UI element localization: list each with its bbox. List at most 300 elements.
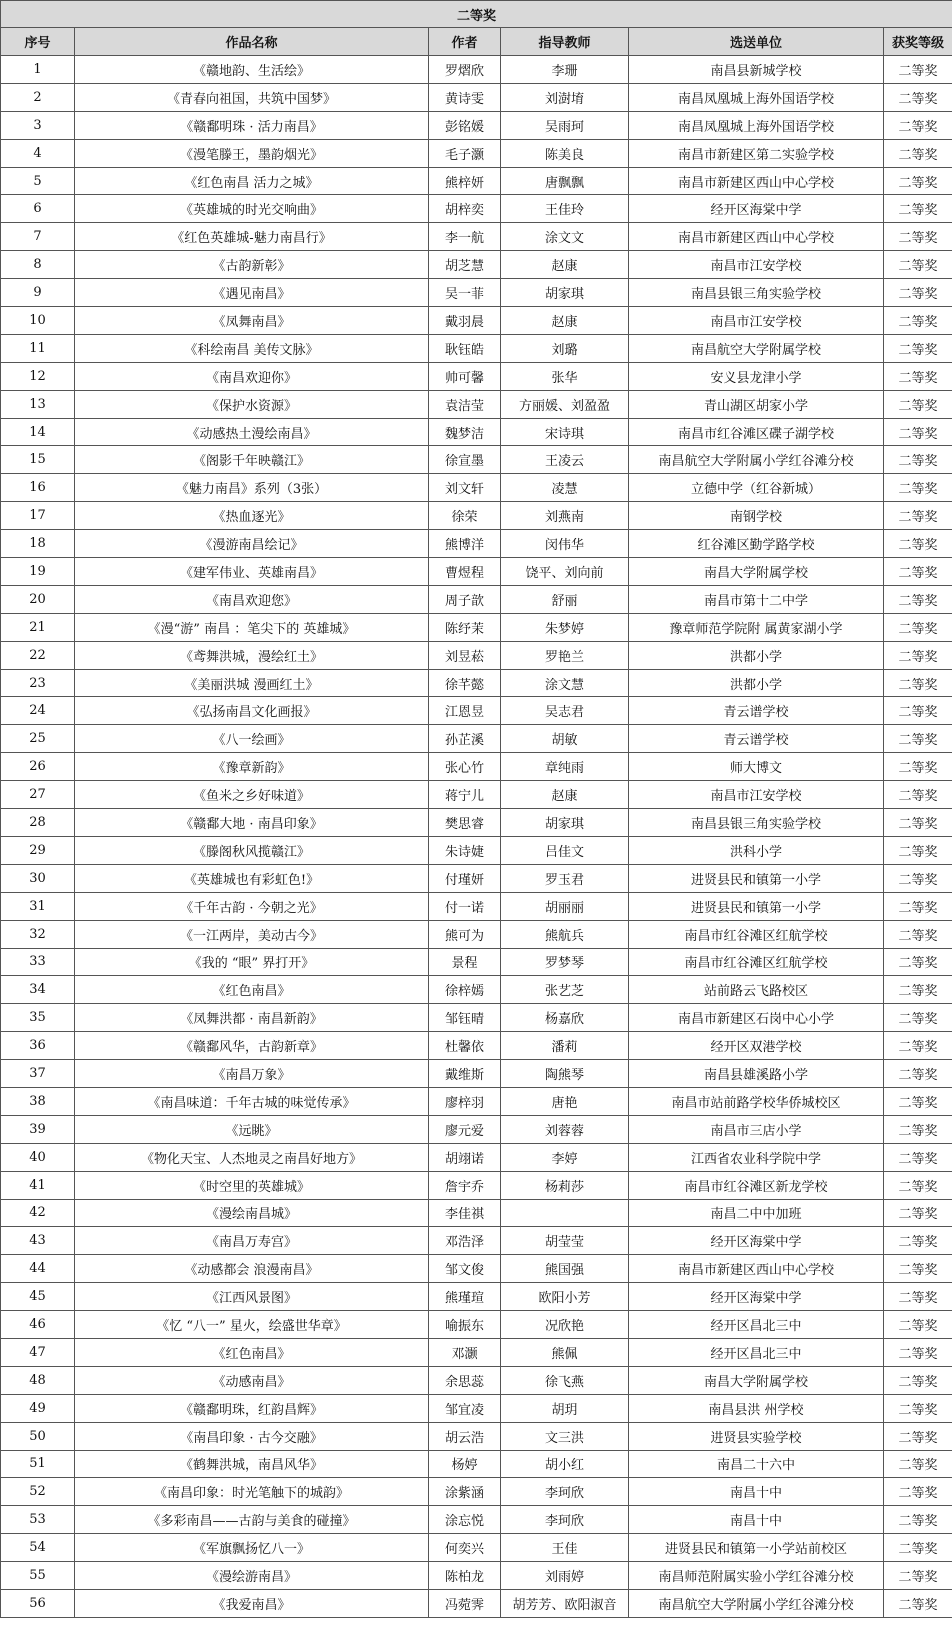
cell-author: 邹钰晴: [429, 1004, 501, 1032]
cell-work: 《漫笔滕王，墨韵烟光》: [75, 139, 429, 167]
cell-no: 44: [1, 1255, 75, 1283]
cell-author: 詹宇乔: [429, 1171, 501, 1199]
cell-teacher: 杨嘉欣: [501, 1004, 629, 1032]
cell-unit: 进贤县民和镇第一小学: [629, 864, 884, 892]
table-body: [1, 56, 952, 1618]
cell-author: 涂紫涵: [429, 1478, 501, 1506]
cell-unit: 南昌市站前路学校华侨城校区: [629, 1087, 884, 1115]
table-row: [1, 418, 952, 446]
cell-no: 24: [1, 697, 75, 725]
cell-unit: 洪科小学: [629, 836, 884, 864]
cell-unit: 经开区昌北三中: [629, 1311, 884, 1339]
cell-author: 刘昱菘: [429, 641, 501, 669]
cell-author: 付瑾妍: [429, 864, 501, 892]
cell-teacher: 陶熊琴: [501, 1060, 629, 1088]
cell-author: 帅可馨: [429, 362, 501, 390]
table-row: [1, 697, 952, 725]
cell-author: 罗熠欣: [429, 56, 501, 84]
cell-teacher: 赵康: [501, 781, 629, 809]
cell-teacher: 李婷: [501, 1143, 629, 1171]
cell-teacher: 涂文文: [501, 223, 629, 251]
cell-teacher: 欧阳小芳: [501, 1283, 629, 1311]
cell-teacher: 胡芳芳、欧阳淑音: [501, 1589, 629, 1617]
cell-teacher: 李珂欣: [501, 1506, 629, 1534]
cell-no: 32: [1, 920, 75, 948]
cell-work: 《漫游南昌绘记》: [75, 530, 429, 558]
cell-no: 18: [1, 530, 75, 558]
cell-level: 二等奖: [884, 446, 952, 474]
cell-level: 二等奖: [884, 1422, 952, 1450]
cell-unit: 南昌十中: [629, 1478, 884, 1506]
table-row: [1, 279, 952, 307]
cell-unit: 南昌市新建区西山中心学校: [629, 1255, 884, 1283]
cell-unit: 江西省农业科学院中学: [629, 1143, 884, 1171]
cell-unit: 青山湖区胡家小学: [629, 390, 884, 418]
cell-no: 19: [1, 558, 75, 586]
cell-no: 56: [1, 1589, 75, 1617]
cell-unit: 师大博文: [629, 753, 884, 781]
cell-level: 二等奖: [884, 1562, 952, 1590]
cell-unit: 经开区海棠中学: [629, 195, 884, 223]
cell-no: 16: [1, 474, 75, 502]
table-row: [1, 836, 952, 864]
cell-level: 二等奖: [884, 1255, 952, 1283]
header-level: 获奖等级: [884, 28, 952, 56]
cell-unit: 南昌十中: [629, 1506, 884, 1534]
cell-teacher: [501, 1199, 629, 1227]
cell-work: 《豫章新韵》: [75, 753, 429, 781]
cell-unit: 进贤县民和镇第一小学站前校区: [629, 1534, 884, 1562]
cell-level: 二等奖: [884, 1060, 952, 1088]
table-row: [1, 1478, 952, 1506]
table-row: [1, 1032, 952, 1060]
table-row: [1, 781, 952, 809]
cell-author: 黄诗雯: [429, 83, 501, 111]
cell-unit: 南昌市新建区石岗中心小学: [629, 1004, 884, 1032]
cell-no: 5: [1, 167, 75, 195]
cell-author: 邓浩泽: [429, 1227, 501, 1255]
table-row: [1, 725, 952, 753]
cell-level: 二等奖: [884, 474, 952, 502]
cell-author: 李一航: [429, 223, 501, 251]
cell-no: 35: [1, 1004, 75, 1032]
cell-author: 李佳祺: [429, 1199, 501, 1227]
cell-author: 胡芝慧: [429, 251, 501, 279]
cell-teacher: 凌慧: [501, 474, 629, 502]
cell-author: 徐芊懿: [429, 669, 501, 697]
cell-level: 二等奖: [884, 836, 952, 864]
cell-work: 《红色南昌》: [75, 976, 429, 1004]
cell-author: 余思蕊: [429, 1366, 501, 1394]
cell-teacher: 赵康: [501, 251, 629, 279]
cell-unit: 进贤县民和镇第一小学: [629, 892, 884, 920]
cell-teacher: 李珊: [501, 56, 629, 84]
cell-work: 《红色南昌》: [75, 1338, 429, 1366]
cell-no: 7: [1, 223, 75, 251]
cell-work: 《南昌味道：千年古城的味觉传承》: [75, 1087, 429, 1115]
table-row: [1, 195, 952, 223]
cell-work: 《远眺》: [75, 1115, 429, 1143]
table-row: [1, 1589, 952, 1617]
cell-author: 喻振东: [429, 1311, 501, 1339]
table-row: [1, 446, 952, 474]
table-row: [1, 976, 952, 1004]
cell-level: 二等奖: [884, 167, 952, 195]
cell-no: 40: [1, 1143, 75, 1171]
cell-no: 33: [1, 948, 75, 976]
cell-work: 《魅力南昌》系列（3张）: [75, 474, 429, 502]
cell-work: 《赣鄱风华，古韵新章》: [75, 1032, 429, 1060]
cell-unit: 南昌市红谷滩区碟子湖学校: [629, 418, 884, 446]
cell-work: 《遇见南昌》: [75, 279, 429, 307]
cell-level: 二等奖: [884, 697, 952, 725]
cell-no: 38: [1, 1087, 75, 1115]
cell-author: 蒋宁儿: [429, 781, 501, 809]
cell-teacher: 唐飘飘: [501, 167, 629, 195]
cell-teacher: 吴志君: [501, 697, 629, 725]
cell-work: 《凤舞洪都 · 南昌新韵》: [75, 1004, 429, 1032]
cell-work: 《物化天宝、人杰地灵之南昌好地方》: [75, 1143, 429, 1171]
table-row: [1, 753, 952, 781]
cell-author: 熊瑾瑄: [429, 1283, 501, 1311]
cell-unit: 青云谱学校: [629, 725, 884, 753]
cell-no: 20: [1, 585, 75, 613]
cell-author: 邹文俊: [429, 1255, 501, 1283]
cell-level: 二等奖: [884, 809, 952, 837]
cell-author: 袁洁莹: [429, 390, 501, 418]
cell-unit: 南昌师范附属实验小学红谷滩分校: [629, 1562, 884, 1590]
cell-level: 二等奖: [884, 585, 952, 613]
cell-no: 52: [1, 1478, 75, 1506]
cell-work: 《漫绘南昌城》: [75, 1199, 429, 1227]
cell-author: 吴一菲: [429, 279, 501, 307]
cell-level: 二等奖: [884, 279, 952, 307]
cell-work: 《漫“游” 南昌 ：笔尖下的 英雄城》: [75, 613, 429, 641]
cell-work: 《多彩南昌——古韵与美食的碰撞》: [75, 1506, 429, 1534]
cell-work: 《南昌欢迎你》: [75, 362, 429, 390]
cell-teacher: 吴雨珂: [501, 111, 629, 139]
cell-unit: 南昌凤凰城上海外国语学校: [629, 111, 884, 139]
header-author: 作者: [429, 28, 501, 56]
cell-author: 刘文轩: [429, 474, 501, 502]
cell-work: 《鸢舞洪城，漫绘红土》: [75, 641, 429, 669]
cell-work: 《保护水资源》: [75, 390, 429, 418]
cell-unit: 南昌二中中加班: [629, 1199, 884, 1227]
cell-no: 47: [1, 1338, 75, 1366]
cell-level: 二等奖: [884, 502, 952, 530]
cell-author: 胡翊诺: [429, 1143, 501, 1171]
cell-work: 《军旗飘扬忆八一》: [75, 1534, 429, 1562]
cell-work: 《赣鄱大地 · 南昌印象》: [75, 809, 429, 837]
cell-teacher: 王佳: [501, 1534, 629, 1562]
cell-author: 杨婷: [429, 1450, 501, 1478]
cell-level: 二等奖: [884, 530, 952, 558]
cell-work: 《红色南昌 活力之城》: [75, 167, 429, 195]
cell-teacher: 刘雨婷: [501, 1562, 629, 1590]
cell-teacher: 文三洪: [501, 1422, 629, 1450]
cell-teacher: 方丽媛、刘盈盈: [501, 390, 629, 418]
table-row: [1, 139, 952, 167]
cell-author: 廖元爱: [429, 1115, 501, 1143]
table-row: [1, 530, 952, 558]
cell-teacher: 刘澍堉: [501, 83, 629, 111]
cell-author: 周子歆: [429, 585, 501, 613]
cell-level: 二等奖: [884, 1032, 952, 1060]
cell-no: 14: [1, 418, 75, 446]
header-unit: 选送单位: [629, 28, 884, 56]
cell-work: 《弘扬南昌文化画报》: [75, 697, 429, 725]
cell-teacher: 吕佳文: [501, 836, 629, 864]
cell-level: 二等奖: [884, 307, 952, 335]
cell-no: 1: [1, 56, 75, 84]
cell-teacher: 刘璐: [501, 334, 629, 362]
cell-unit: 站前路云飞路校区: [629, 976, 884, 1004]
cell-teacher: 舒丽: [501, 585, 629, 613]
table-row: [1, 1534, 952, 1562]
cell-author: 戴维斯: [429, 1060, 501, 1088]
cell-work: 《阁影千年映赣江》: [75, 446, 429, 474]
cell-level: 二等奖: [884, 1283, 952, 1311]
cell-author: 陈纾茉: [429, 613, 501, 641]
table-row: [1, 1060, 952, 1088]
cell-level: 二等奖: [884, 753, 952, 781]
cell-level: 二等奖: [884, 1227, 952, 1255]
cell-teacher: 涂文慧: [501, 669, 629, 697]
cell-no: 34: [1, 976, 75, 1004]
table-row: [1, 1199, 952, 1227]
table-row: [1, 1422, 952, 1450]
cell-work: 《时空里的英雄城》: [75, 1171, 429, 1199]
cell-no: 29: [1, 836, 75, 864]
cell-work: 《科绘南昌 美传文脉》: [75, 334, 429, 362]
cell-teacher: 胡小红: [501, 1450, 629, 1478]
table-row: [1, 1004, 952, 1032]
cell-no: 45: [1, 1283, 75, 1311]
cell-author: 陈柏龙: [429, 1562, 501, 1590]
table-row: [1, 669, 952, 697]
cell-no: 26: [1, 753, 75, 781]
cell-teacher: 朱梦婷: [501, 613, 629, 641]
cell-author: 彭铭媛: [429, 111, 501, 139]
cell-unit: 南昌市第十二中学: [629, 585, 884, 613]
cell-unit: 南昌县雄溪路小学: [629, 1060, 884, 1088]
cell-unit: 南昌凤凰城上海外国语学校: [629, 83, 884, 111]
cell-author: 朱诗婕: [429, 836, 501, 864]
table-row: [1, 1143, 952, 1171]
cell-work: 《南昌万寿宫》: [75, 1227, 429, 1255]
table-title-row: [1, 1, 952, 28]
cell-unit: 南昌大学附属学校: [629, 1366, 884, 1394]
table-row: [1, 251, 952, 279]
cell-work: 《建军伟业、英雄南昌》: [75, 558, 429, 586]
cell-unit: 南钢学校: [629, 502, 884, 530]
cell-unit: 南昌县新城学校: [629, 56, 884, 84]
cell-author: 樊思睿: [429, 809, 501, 837]
cell-author: 胡梓奕: [429, 195, 501, 223]
cell-level: 二等奖: [884, 781, 952, 809]
cell-unit: 豫章师范学院附 属黄家湖小学: [629, 613, 884, 641]
cell-author: 何奕兴: [429, 1534, 501, 1562]
cell-no: 42: [1, 1199, 75, 1227]
table-row: [1, 1338, 952, 1366]
table-row: [1, 362, 952, 390]
cell-no: 23: [1, 669, 75, 697]
table-row: [1, 558, 952, 586]
cell-level: 二等奖: [884, 613, 952, 641]
cell-author: 毛子灏: [429, 139, 501, 167]
cell-teacher: 唐艳: [501, 1087, 629, 1115]
cell-work: 《赣地韵、生活绘》: [75, 56, 429, 84]
cell-teacher: 况欣艳: [501, 1311, 629, 1339]
cell-no: 22: [1, 641, 75, 669]
cell-level: 二等奖: [884, 418, 952, 446]
cell-level: 二等奖: [884, 1199, 952, 1227]
cell-no: 53: [1, 1506, 75, 1534]
table-row: [1, 334, 952, 362]
cell-unit: 经开区海棠中学: [629, 1227, 884, 1255]
table-row: [1, 1283, 952, 1311]
cell-teacher: 闵伟华: [501, 530, 629, 558]
cell-level: 二等奖: [884, 1394, 952, 1422]
cell-teacher: 章纯雨: [501, 753, 629, 781]
table-row: [1, 1562, 952, 1590]
cell-no: 37: [1, 1060, 75, 1088]
table-row: [1, 307, 952, 335]
cell-unit: 南昌市江安学校: [629, 251, 884, 279]
cell-unit: 南昌航空大学附属小学红谷滩分校: [629, 1589, 884, 1617]
cell-level: 二等奖: [884, 864, 952, 892]
cell-teacher: 徐飞燕: [501, 1366, 629, 1394]
cell-unit: 南昌航空大学附属小学红谷滩分校: [629, 446, 884, 474]
table-row: [1, 948, 952, 976]
cell-teacher: 罗艳兰: [501, 641, 629, 669]
cell-work: 《赣鄱明珠，红韵昌辉》: [75, 1394, 429, 1422]
cell-author: 曹煜程: [429, 558, 501, 586]
cell-teacher: 熊国强: [501, 1255, 629, 1283]
table-row: [1, 864, 952, 892]
cell-work: 《八一绘画》: [75, 725, 429, 753]
cell-teacher: 李珂欣: [501, 1478, 629, 1506]
cell-unit: 南昌市三店小学: [629, 1115, 884, 1143]
cell-teacher: 胡家琪: [501, 279, 629, 307]
cell-no: 43: [1, 1227, 75, 1255]
cell-no: 17: [1, 502, 75, 530]
cell-work: 《江西风景图》: [75, 1283, 429, 1311]
cell-author: 涂忘悦: [429, 1506, 501, 1534]
cell-no: 10: [1, 307, 75, 335]
cell-level: 二等奖: [884, 111, 952, 139]
table-row: [1, 1450, 952, 1478]
cell-unit: 南昌市红谷滩区新龙学校: [629, 1171, 884, 1199]
cell-author: 廖梓羽: [429, 1087, 501, 1115]
cell-unit: 红谷滩区勤学路学校: [629, 530, 884, 558]
cell-unit: 经开区海棠中学: [629, 1283, 884, 1311]
table-row: [1, 474, 952, 502]
cell-work: 《漫绘游南昌》: [75, 1562, 429, 1590]
cell-work: 《古韵新彰》: [75, 251, 429, 279]
cell-author: 江恩昱: [429, 697, 501, 725]
cell-level: 二等奖: [884, 362, 952, 390]
cell-no: 48: [1, 1366, 75, 1394]
cell-author: 张心竹: [429, 753, 501, 781]
table-row: [1, 502, 952, 530]
cell-level: 二等奖: [884, 83, 952, 111]
cell-work: 《英雄城也有彩虹色!》: [75, 864, 429, 892]
table-row: [1, 1311, 952, 1339]
table-row: [1, 920, 952, 948]
cell-unit: 南昌县银三角实验学校: [629, 279, 884, 307]
cell-no: 51: [1, 1450, 75, 1478]
header-work: 作品名称: [75, 28, 429, 56]
cell-level: 二等奖: [884, 334, 952, 362]
cell-teacher: 胡丽丽: [501, 892, 629, 920]
cell-teacher: 熊佩: [501, 1338, 629, 1366]
table-row: [1, 83, 952, 111]
cell-level: 二等奖: [884, 558, 952, 586]
cell-author: 付一诺: [429, 892, 501, 920]
cell-unit: 南昌航空大学附属学校: [629, 334, 884, 362]
cell-teacher: 胡家琪: [501, 809, 629, 837]
cell-level: 二等奖: [884, 920, 952, 948]
cell-teacher: 王佳玲: [501, 195, 629, 223]
cell-level: 二等奖: [884, 1143, 952, 1171]
cell-no: 30: [1, 864, 75, 892]
cell-unit: 南昌市红谷滩区红航学校: [629, 920, 884, 948]
cell-level: 二等奖: [884, 223, 952, 251]
cell-author: 邹宜凌: [429, 1394, 501, 1422]
cell-unit: 南昌市江安学校: [629, 307, 884, 335]
cell-author: 冯菀霁: [429, 1589, 501, 1617]
cell-author: 徐荣: [429, 502, 501, 530]
cell-no: 55: [1, 1562, 75, 1590]
cell-unit: 立德中学（红谷新城）: [629, 474, 884, 502]
cell-level: 二等奖: [884, 725, 952, 753]
cell-unit: 经开区双港学校: [629, 1032, 884, 1060]
cell-no: 21: [1, 613, 75, 641]
cell-work: 《一江两岸，美动古今》: [75, 920, 429, 948]
cell-teacher: 赵康: [501, 307, 629, 335]
table-row: [1, 585, 952, 613]
table-row: [1, 1394, 952, 1422]
cell-no: 49: [1, 1394, 75, 1422]
cell-teacher: 胡玥: [501, 1394, 629, 1422]
cell-level: 二等奖: [884, 1171, 952, 1199]
cell-no: 3: [1, 111, 75, 139]
cell-no: 13: [1, 390, 75, 418]
cell-work: 《南昌印象：时光笔触下的城韵》: [75, 1478, 429, 1506]
table-row: [1, 613, 952, 641]
cell-level: 二等奖: [884, 1589, 952, 1617]
cell-teacher: 张艺芝: [501, 976, 629, 1004]
cell-no: 8: [1, 251, 75, 279]
table-row: [1, 111, 952, 139]
cell-author: 熊梓妍: [429, 167, 501, 195]
cell-author: 杜馨依: [429, 1032, 501, 1060]
cell-unit: 洪都小学: [629, 641, 884, 669]
table-row: [1, 641, 952, 669]
cell-unit: 南昌县洪 州学校: [629, 1394, 884, 1422]
cell-no: 9: [1, 279, 75, 307]
cell-level: 二等奖: [884, 56, 952, 84]
cell-unit: 进贤县实验学校: [629, 1422, 884, 1450]
cell-teacher: 刘蓉蓉: [501, 1115, 629, 1143]
cell-work: 《南昌万象》: [75, 1060, 429, 1088]
cell-author: 孙芷溪: [429, 725, 501, 753]
cell-work: 《英雄城的时光交响曲》: [75, 195, 429, 223]
cell-no: 39: [1, 1115, 75, 1143]
cell-no: 28: [1, 809, 75, 837]
header-teacher: 指导教师: [501, 28, 629, 56]
